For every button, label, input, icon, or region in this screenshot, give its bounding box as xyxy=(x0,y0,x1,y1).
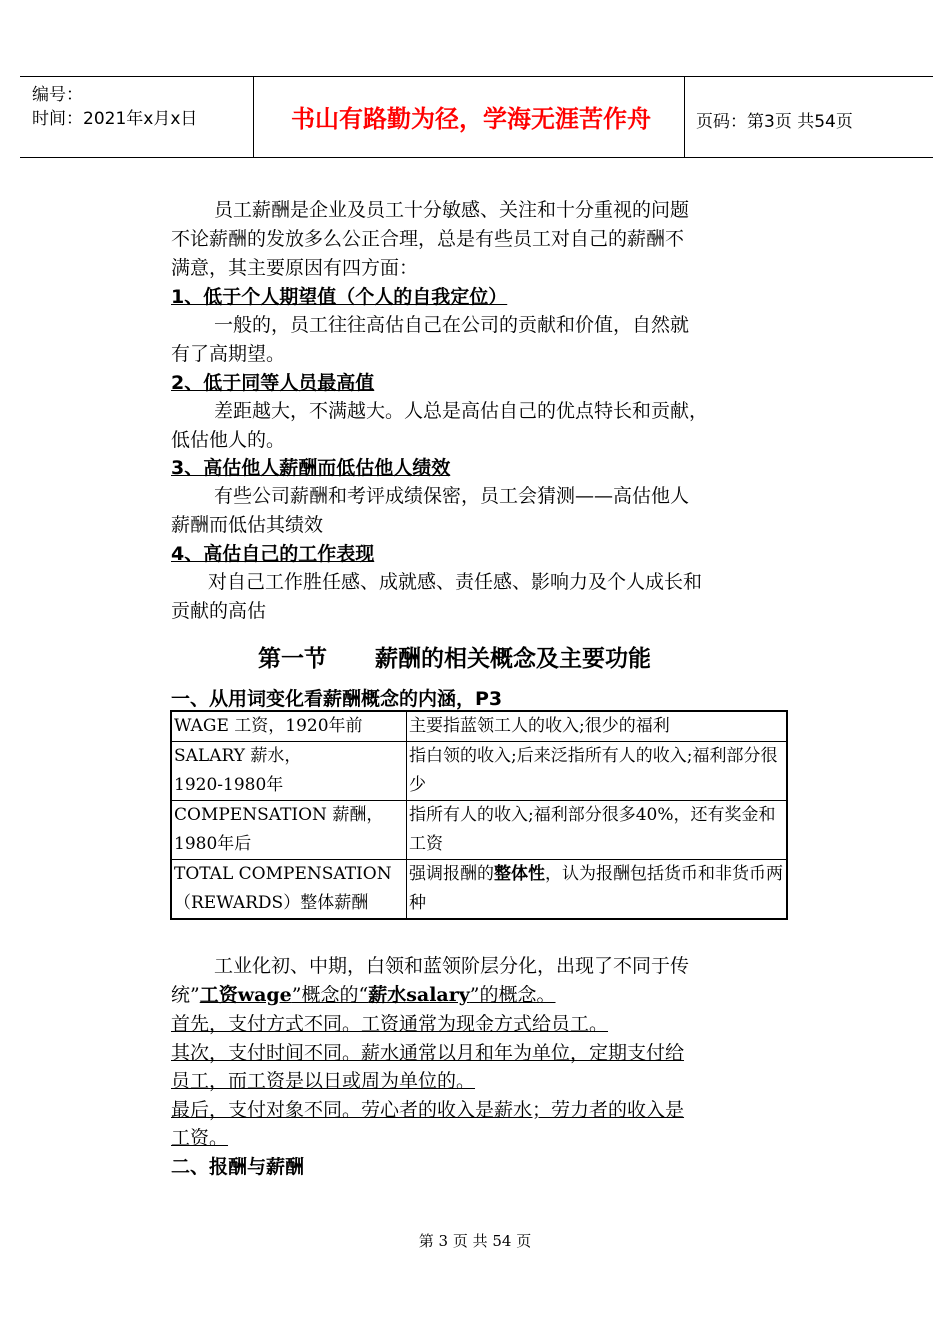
body-line: 工业化初、中期，白领和蓝领阶层分化，出现了不同于传 xyxy=(214,955,690,977)
term-cell: WAGE 工资，1920年前 xyxy=(171,711,407,742)
desc-text: 强调报酬的 xyxy=(409,864,494,884)
document-number-label: 编号： xyxy=(32,85,83,105)
page-footer: 第 3 页 共 54 页 xyxy=(418,1232,532,1250)
table-row xyxy=(171,742,787,801)
reason-text: 有了高期望。 xyxy=(171,343,286,365)
reason-heading: 3、高估他人薪酬而低估他人绩效 xyxy=(171,457,451,479)
text-run: ”概念的“ xyxy=(291,984,369,1006)
header-divider xyxy=(253,77,254,157)
table-row xyxy=(171,801,787,860)
body-line: 其次，支付时间不同。薪水通常以月和年为单位，定期支付给 xyxy=(171,1042,685,1064)
desc-bold-text: 整体性 xyxy=(494,864,545,884)
text-run: ”的概念。 xyxy=(469,984,556,1006)
reason-text: 一般的，员工往往高估自己在公司的贡献和价值，自然就 xyxy=(214,314,690,336)
table-row xyxy=(171,860,787,920)
salary-terms-table xyxy=(170,710,788,920)
text-run: 统” xyxy=(171,984,200,1006)
header-motto: 书山有路勤为径，学海无涯苦作舟 xyxy=(291,105,651,133)
term-cell: TOTAL COMPENSATION（REWARDS）整体薪酬 xyxy=(171,860,407,920)
reason-text: 贡献的高估 xyxy=(171,600,267,622)
desc-cell: 主要指蓝领工人的收入;很少的福利 xyxy=(407,711,788,742)
subsection-heading: 一、从用词变化看薪酬概念的内涵，P3 xyxy=(171,688,503,710)
section-title: 第一节 薪酬的相关概念及主要功能 xyxy=(258,646,652,672)
desc-cell xyxy=(407,860,788,920)
intro-line: 员工薪酬是企业及员工十分敏感、关注和十分重视的问题 xyxy=(214,199,690,221)
header-meta xyxy=(32,83,197,131)
subsection-heading: 二、报酬与薪酬 xyxy=(171,1156,305,1178)
body-line: 首先，支付方式不同。工资通常为现金方式给员工。 xyxy=(171,1013,609,1035)
body-line xyxy=(171,981,556,1010)
reason-text: 薪酬而低估其绩效 xyxy=(171,514,324,536)
body-line: 员工，而工资是以日或周为单位的。 xyxy=(171,1070,476,1092)
header-divider xyxy=(684,77,685,157)
intro-line: 满意，其主要原因有四方面： xyxy=(171,257,419,279)
document-time-label: 时间：2021年x月x日 xyxy=(32,109,198,129)
reason-text: 低估他人的。 xyxy=(171,429,286,451)
reason-heading: 1、低于个人期望值（个人的自我定位） xyxy=(171,286,508,308)
desc-cell: 指白领的收入;后来泛指所有人的收入;福利部分很少 xyxy=(407,742,788,801)
header-page-info: 页码：第3页 共54页 xyxy=(696,112,853,132)
term-cell: SALARY 薪水， 1920-1980年 xyxy=(171,742,407,801)
desc-text: ，认为报酬包括货币和非货币两种 xyxy=(409,864,783,913)
term-cell: COMPENSATION 薪酬，1980年后 xyxy=(171,801,407,860)
wage-term: 工资wage xyxy=(199,984,292,1006)
body-line: 最后，支付对象不同。劳心者的收入是薪水；劳力者的收入是 xyxy=(171,1099,685,1121)
reason-heading: 4、高估自己的工作表现 xyxy=(171,543,375,565)
intro-line: 不论薪酬的发放多么公正合理，总是有些员工对自己的薪酬不 xyxy=(171,228,685,250)
page-header xyxy=(20,76,933,158)
table-row xyxy=(171,711,787,742)
salary-term: 薪水salary xyxy=(368,984,470,1006)
body-line: 工资。 xyxy=(171,1127,229,1149)
desc-cell: 指所有人的收入;福利部分很多40%，还有奖金和工资 xyxy=(407,801,788,860)
reason-heading: 2、低于同等人员最高值 xyxy=(171,372,375,394)
reason-text: 有些公司薪酬和考评成绩保密，员工会猜测——高估他人 xyxy=(214,485,690,507)
reason-text: 对自己工作胜任感、成就感、责任感、影响力及个人成长和 xyxy=(208,571,703,593)
reason-text: 差距越大，不满越大。人总是高估自己的优点特长和贡献， xyxy=(214,400,709,422)
